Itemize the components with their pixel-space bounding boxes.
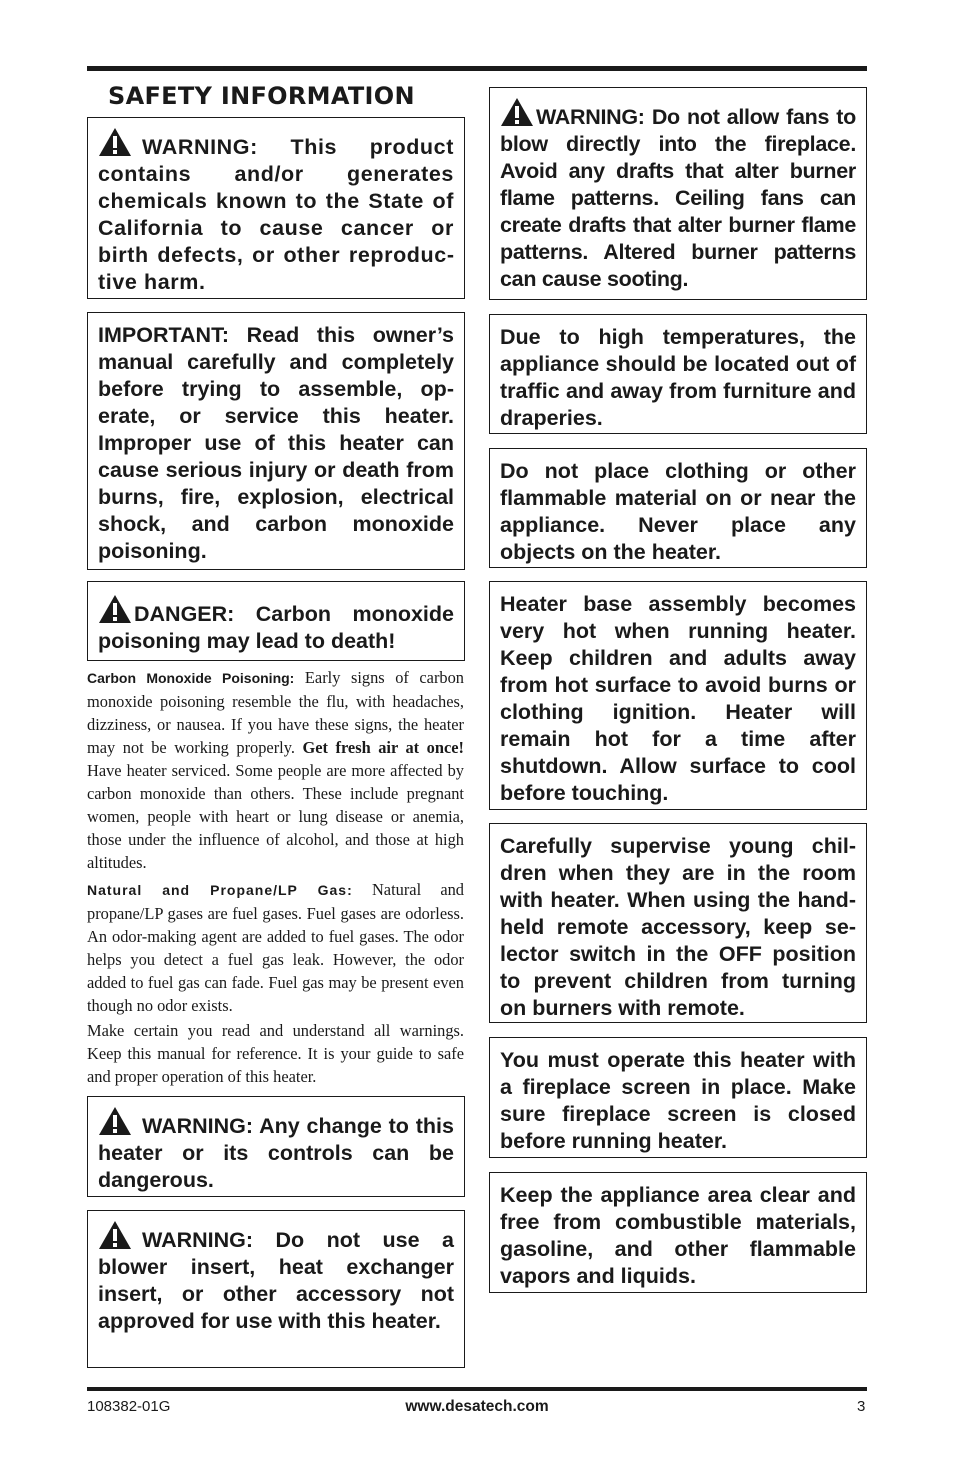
supervise-text: Carefully supervise young children when they are in the room with heater. When using the handheld remote accessory, keep selector switch in the OFF position to prevent children from turning on burners with remote.: [500, 834, 856, 1020]
warning-chemicals-box: [87, 117, 465, 299]
top-rule: [87, 66, 867, 71]
danger-box: [87, 581, 465, 661]
section-title: SAFETY INFORMATION: [108, 82, 415, 110]
co-poisoning-text-a: Early signs of carbon monoxide poisoning resemble the flu, with headaches, dizziness, or nausea. If you have these signs, the heater may not be working properly.: [87, 668, 464, 757]
gas-text: Natural and propane/LP gases are fuel gases. Fuel gases are odorless. An odor-making agent are added to fuel gases. The odor helps you detect a fuel gas leak. However, the odor added to fuel gas can fade. Fuel gas may be present even though no odor exists.: [87, 880, 464, 1015]
gas-lead: Natural and Propane/LP Gas:: [87, 882, 353, 898]
warning-triangle-icon: [98, 594, 132, 624]
high-temps-text: Due to high temperatures, the appliance should be located out of traffic and away from furniture and draperies.: [500, 325, 856, 430]
screen-box: [489, 1037, 867, 1158]
footer-page-number: 3: [857, 1398, 866, 1415]
make-certain-paragraph: [87, 1019, 464, 1088]
supervise-box: [489, 823, 867, 1023]
warning-triangle-icon: [98, 1220, 132, 1250]
warning-change-text: WARNING: Any change to this heater or its controls can be dangerous.: [98, 1114, 454, 1192]
footer-part-number: 108382-01G: [87, 1398, 171, 1415]
heater-base-text: Heater base assembly becomes very hot when running heater. Keep children and adults away from hot surface to avoid burns or clothing ignition. Heater will remain hot for a time after shutdown. Allow surface to cool before touching.: [500, 592, 856, 805]
warning-triangle-icon: [98, 1106, 132, 1136]
clothing-box: [489, 448, 867, 568]
heater-base-box: [489, 581, 867, 810]
important-text: IMPORTANT: Read this owner’s manual carefully and completely before trying to assemble, operate, or service this heater. Improper use of this heater can cause serious injury or death from burns, fire, explosion, electrical shock, and carbon monoxide poisoning.: [98, 323, 454, 563]
warning-blower-text: WARNING: Do not use a blower insert, heat exchanger insert, or other accessory not approved for use with this heater.: [98, 1228, 454, 1333]
make-certain-text: Make certain you read and understand all warnings. Keep this manual for reference. It is your guide to safe and proper operation of this heater.: [87, 1021, 464, 1086]
warning-chemicals-text: WARNING: This product contains and/or generates chemicals known to the State of California to cause cancer or birth defects, or other reproductive harm.: [98, 135, 454, 294]
warning-triangle-icon: [98, 127, 132, 157]
danger-text: DANGER: Carbon monoxide poisoning may lead to death!: [98, 602, 454, 653]
warning-triangle-icon: [500, 97, 534, 127]
warning-change-box: [87, 1096, 465, 1197]
important-box: [87, 312, 465, 570]
screen-text: You must operate this heater with a fireplace screen in place. Make sure fireplace screen is closed before running heater.: [500, 1048, 856, 1153]
clear-area-box: [489, 1172, 867, 1293]
footer-website: www.desatech.com: [405, 1398, 549, 1415]
bottom-rule: [87, 1387, 867, 1391]
co-poisoning-lead: Carbon Monoxide Poisoning:: [87, 670, 295, 686]
clear-area-text: Keep the appliance area clear and free from combustible materials, gasoline, and other flammable vapors and liquids.: [500, 1183, 856, 1288]
co-poisoning-bold: Get fresh air at once!: [302, 738, 464, 757]
clothing-text: Do not place clothing or other flammable material on or near the appliance. Never place any objects on the heater.: [500, 459, 856, 564]
gas-paragraph: [87, 878, 464, 1017]
warning-fans-box: [489, 87, 867, 300]
high-temps-box: [489, 314, 867, 434]
co-poisoning-paragraph: [87, 666, 464, 874]
warning-blower-box: [87, 1210, 465, 1368]
co-poisoning-text-b: Have heater serviced. Some people are more affected by carbon monoxide than others. These include pregnant women, people with heart or lung disease or anemia, those under the influence of alcohol, and those at high altitudes.: [87, 761, 464, 872]
warning-fans-text: WARNING: Do not allow fans to blow directly into the fireplace. Avoid any drafts that alter burner flame patterns. Ceiling fans can create drafts that alter burner flame patterns. Altered burner patterns can cause sooting.: [500, 105, 856, 291]
